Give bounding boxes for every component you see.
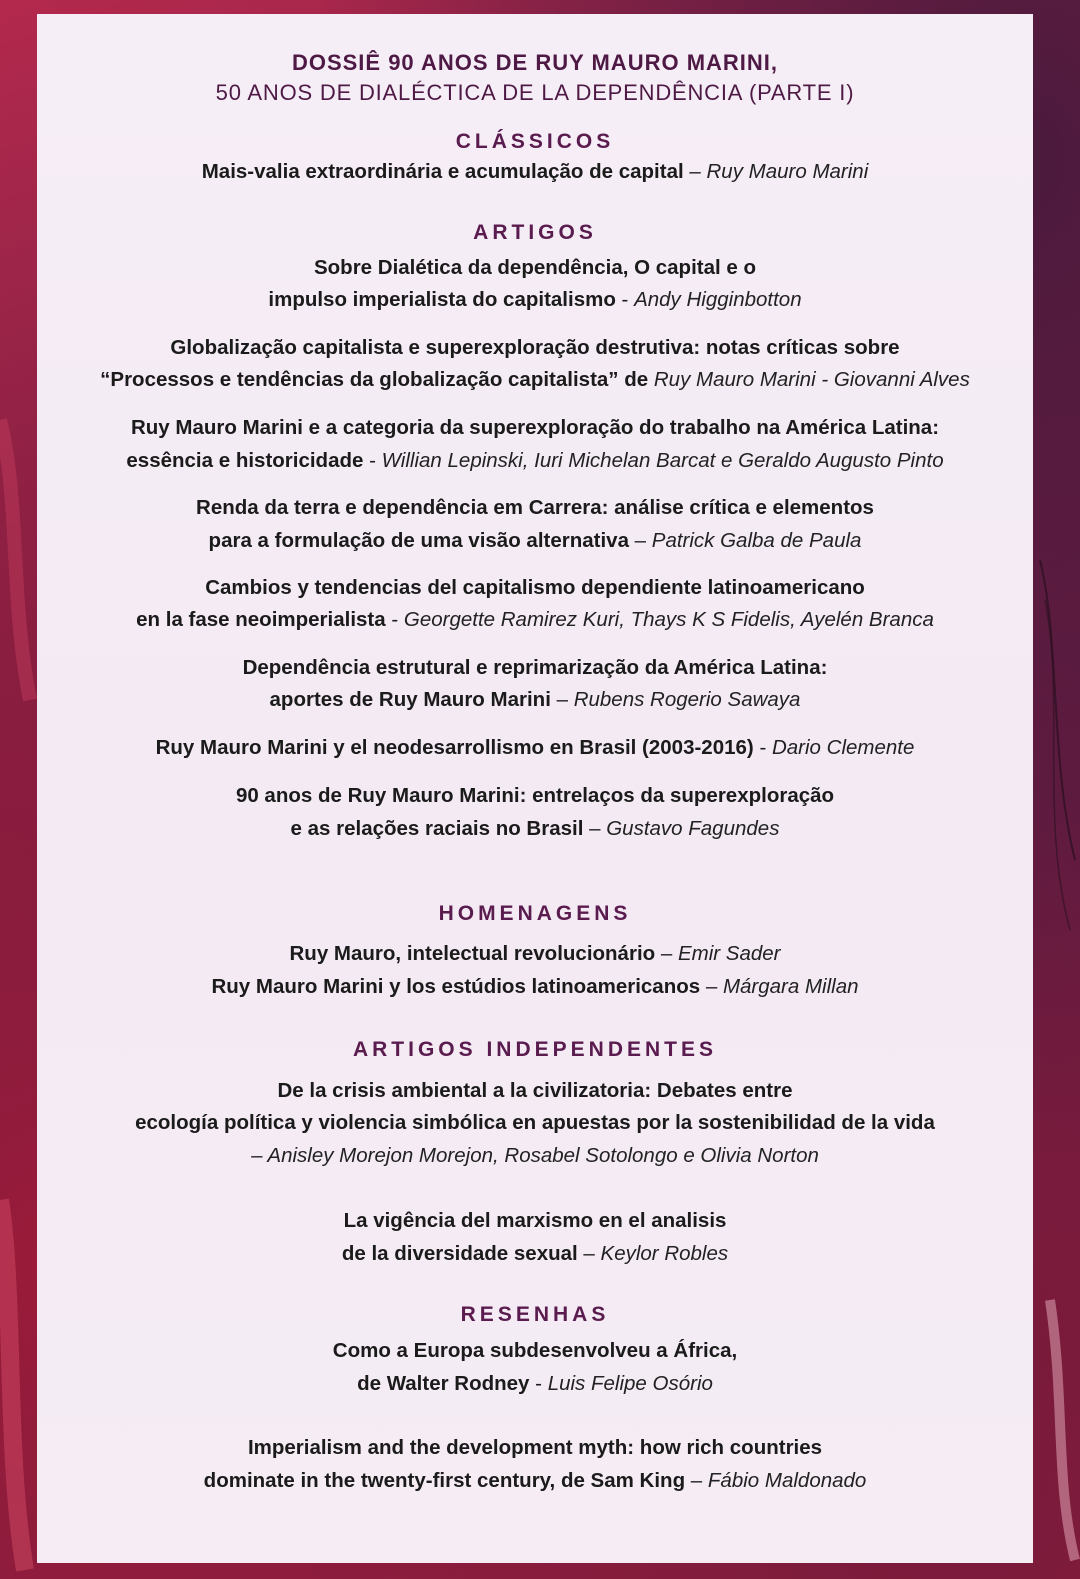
entry-separator: – (583, 817, 607, 840)
entry-title: Cambios y tendencias del capitalismo dependiente latinoamericano (205, 576, 865, 599)
entry-separator: – (655, 942, 678, 965)
entry-title: aportes de Ruy Mauro Marini (269, 688, 551, 711)
entry-title: Imperialism and the development myth: how rich countries (247, 1436, 823, 1459)
entry-title: Como a Europa subdesenvolveu a África, (332, 1339, 738, 1362)
entry-line (37, 606, 1033, 634)
entry-title: Ruy Mauro Marini e a categoria da superexploração do trabalho na América Latina: (130, 416, 940, 439)
entry-separator: – (700, 975, 723, 998)
entry-separator: – (577, 1242, 601, 1265)
section-artigos: ARTIGOS (473, 221, 597, 244)
entry-line (37, 334, 1033, 362)
entry-line (37, 574, 1033, 602)
entry-author: Ruy Mauro Marini - Giovanni Alves (653, 368, 970, 391)
entry-title: Mais-valia extraordinária e acumulação de capital (201, 160, 684, 183)
section-classicos: CLÁSSICOS (455, 130, 615, 153)
entry-title: Dependência estrutural e reprimarização da América Latina: (242, 656, 828, 679)
entry-line (37, 158, 1033, 186)
entry-separator: – (628, 529, 652, 552)
entry-title: La vigência del marxismo en el analisis (343, 1209, 727, 1232)
entry-line (37, 815, 1033, 843)
dossier-title: DOSSIÊ 90 ANOS DE RUY MAURO MARINI, (291, 50, 779, 75)
entry-line (37, 254, 1033, 282)
entry-author: Fábio Maldonado (707, 1469, 867, 1492)
entry-title: en la fase neoimperialista (136, 608, 386, 631)
entry-line (37, 782, 1033, 810)
entry-title: Globalização capitalista e superexploração destrutiva: notas críticas sobre (170, 336, 900, 359)
entry-line (37, 686, 1033, 714)
entry-title: Renda da terra e dependência em Carrera: análise crítica e elementos (196, 496, 874, 519)
entry-author: Gustavo Fagundes (606, 817, 780, 840)
section-resenhas: RESENHAS (460, 1303, 610, 1326)
entry-author: Rubens Rogerio Sawaya (573, 688, 801, 711)
entry-line (37, 973, 1033, 1001)
entry-title: de Walter Rodney (357, 1372, 530, 1395)
entry-line (37, 654, 1033, 682)
entry-author: Ruy Mauro Marini (706, 160, 869, 183)
entry-line (37, 494, 1033, 522)
entry-author: Georgette Ramirez Kuri, Thays K S Fidelis, Ayelén Branca (403, 608, 934, 631)
entry-separator: - (753, 736, 772, 759)
entry-author: – Anisley Morejon Morejon, Rosabel Sotolongo e Olivia Norton (251, 1144, 819, 1167)
entry-author: Patrick Galba de Paula (651, 529, 862, 552)
entry-title: de la diversidade sexual (341, 1242, 578, 1265)
entry-author: Emir Sader (677, 942, 781, 965)
entry-line (37, 527, 1033, 555)
entry-separator: – (685, 1469, 708, 1492)
entry-title: Sobre Dialética da dependência, O capital e o (313, 256, 757, 279)
entry-line (37, 447, 1033, 475)
entry-line (37, 1207, 1033, 1235)
entry-line (37, 940, 1033, 968)
entry-line (37, 1240, 1033, 1268)
entry-author: Dario Clemente (771, 736, 915, 759)
entry-title: ecología política y violencia simbólica en apuestas por la sostenibilidad de la vida (135, 1111, 935, 1134)
section-homenagens: HOMENAGENS (438, 902, 632, 925)
entry-title: De la crisis ambiental a la civilizatoria: Debates entre (277, 1079, 793, 1102)
entry-title: “Processos e tendências da globalização capitalista” de (100, 368, 649, 391)
entry-author: Luis Felipe Osório (547, 1372, 713, 1395)
entry-line (37, 414, 1033, 442)
entry-author: Márgara Millan (722, 975, 859, 998)
entry-separator: - (363, 449, 382, 472)
entry-separator: - (615, 288, 635, 311)
entry-line (37, 286, 1033, 314)
entry-line (37, 1337, 1033, 1365)
entry-separator: - (385, 608, 404, 631)
entry-author: Willian Lepinski, Iuri Michelan Barcat e Geraldo Augusto Pinto (381, 449, 944, 472)
entry-separator: - (529, 1372, 548, 1395)
entry-title: e as relações raciais no Brasil (290, 817, 584, 840)
entry-author: Keylor Robles (600, 1242, 729, 1265)
entry-line (37, 1142, 1033, 1170)
entry-title: impulso imperialista do capitalismo (268, 288, 616, 311)
entry-line (37, 1467, 1033, 1495)
entry-title: 90 anos de Ruy Mauro Marini: entrelaços da superexploração (235, 784, 835, 807)
entry-title: Ruy Mauro Marini y los estúdios latinoamericanos (211, 975, 701, 998)
entry-line (37, 1109, 1033, 1137)
entry-line (37, 366, 1033, 394)
entry-separator: – (550, 688, 574, 711)
entry-line (37, 1370, 1033, 1398)
dossier-subtitle: 50 ANOS DE DIALÉCTICA DE LA DEPENDÊNCIA (PARTE I) (215, 80, 855, 105)
section-artigos-independentes: ARTIGOS INDEPENDENTES (352, 1038, 718, 1061)
entry-separator: – (683, 160, 707, 183)
contents-panel (37, 14, 1033, 1563)
entry-author: Andy Higginbotton (634, 288, 802, 311)
entry-title: essência e historicidade (126, 449, 364, 472)
entry-line (37, 734, 1033, 762)
entry-title: Ruy Mauro, intelectual revolucionário (289, 942, 656, 965)
entry-line (37, 1434, 1033, 1462)
entry-title: Ruy Mauro Marini y el neodesarrollismo en Brasil (2003-2016) (155, 736, 754, 759)
entry-line (37, 1077, 1033, 1105)
entry-title: para a formulação de uma visão alternativa (208, 529, 629, 552)
entry-title: dominate in the twenty-first century, de Sam King (203, 1469, 686, 1492)
